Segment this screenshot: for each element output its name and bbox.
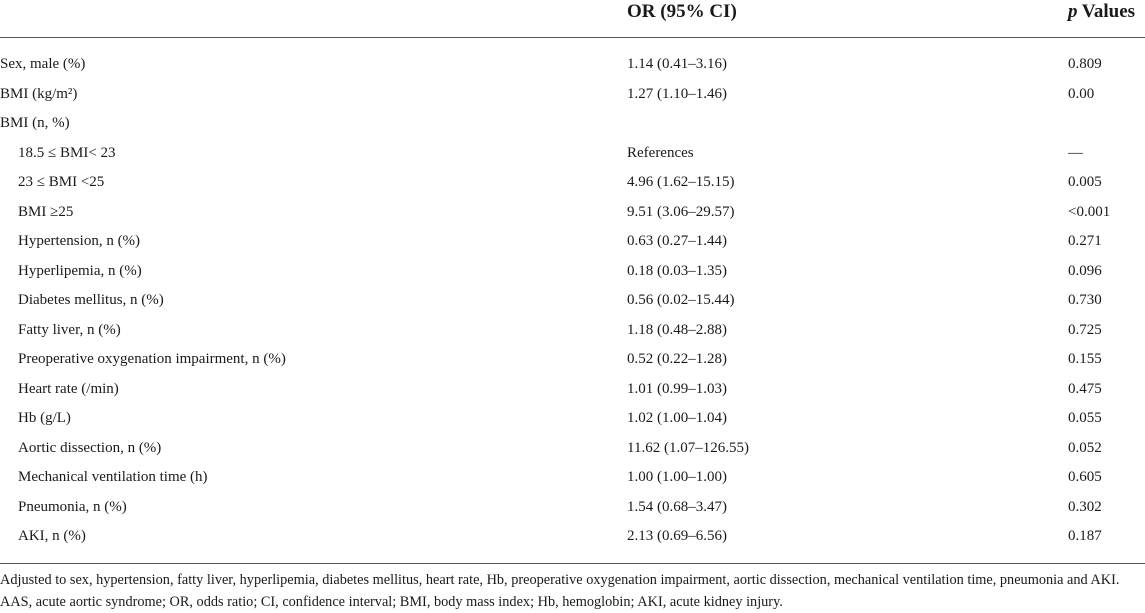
table-row (0, 320, 1145, 349)
table-row (0, 408, 1145, 437)
table-row (0, 467, 1145, 496)
row-or-ci: 2.13 (0.69–6.56) (627, 528, 727, 544)
table-row (0, 349, 1145, 378)
row-or-ci: 0.52 (0.22–1.28) (627, 351, 727, 367)
row-or-ci: 11.62 (1.07–126.55) (627, 439, 749, 456)
bottom-rule (0, 563, 1145, 564)
row-label: BMI ≥25 (18, 203, 74, 220)
row-or-ci: 0.18 (0.03–1.35) (627, 262, 727, 279)
row-label: Pneumonia, n (%) (18, 498, 127, 515)
header-p-values (1068, 0, 1135, 24)
row-label: AKI, n (%) (18, 528, 86, 544)
row-label: Hb (g/L) (18, 410, 71, 426)
row-p-value: 0.096 (1068, 262, 1102, 279)
row-or-ci: 1.14 (0.41–3.16) (627, 56, 727, 72)
row-p-value: 0.475 (1068, 380, 1102, 397)
row-label: BMI (kg/m²) (0, 85, 78, 102)
row-or-ci: 4.96 (1.62–15.15) (627, 174, 735, 190)
table-row (0, 231, 1145, 260)
table-row (0, 261, 1145, 290)
row-p-value: — (1068, 144, 1083, 161)
row-label: Aortic dissection, n (%) (18, 439, 162, 456)
row-p-value: 0.730 (1068, 292, 1102, 308)
header-rule (0, 37, 1145, 38)
row-p-value: 0.302 (1068, 498, 1102, 515)
row-label: 18.5 ≤ BMI< 23 (18, 144, 116, 161)
row-label: 23 ≤ BMI <25 (18, 174, 105, 190)
table-footnote: Adjusted to sex, hypertension, fatty liver, hyperlipemia, diabetes mellitus, heart rate, Hb, preoperative oxygenation impairment, aortic dissection, mechanical ventilation time, pneumonia and AKI. AAS, acute aortic syndrome; OR, odds ratio; CI, confidence interval; BMI, body mass index; Hb, hemoglobin; AKI, acute kidney injury. (0, 572, 1120, 610)
row-or-ci: 1.00 (1.00–1.00) (627, 469, 727, 485)
row-or-ci: 1.54 (0.68–3.47) (627, 498, 727, 515)
table-row (0, 202, 1145, 231)
row-p-value: 0.005 (1068, 174, 1102, 190)
header-values-text: Values (1077, 1, 1136, 22)
header-or-ci: OR (95% CI) (627, 1, 737, 22)
row-label: Sex, male (%) (0, 56, 86, 72)
row-p-value: 0.00 (1068, 85, 1095, 102)
row-or-ci: References (627, 144, 694, 161)
row-p-value: 0.055 (1068, 410, 1102, 426)
row-label: Mechanical ventilation time (h) (18, 469, 208, 485)
table-row (0, 497, 1145, 526)
row-or-ci: 1.01 (0.99–1.03) (627, 380, 727, 397)
row-p-value: 0.271 (1068, 233, 1102, 249)
row-or-ci: 1.18 (0.48–2.88) (627, 321, 727, 338)
row-or-ci: 9.51 (3.06–29.57) (627, 203, 735, 220)
row-label: Diabetes mellitus, n (%) (18, 292, 164, 308)
row-label: Preoperative oxygenation impairment, n (%) (18, 351, 286, 367)
table-header (0, 0, 1145, 36)
row-or-ci: 0.63 (0.27–1.44) (627, 233, 727, 249)
row-p-value: 0.605 (1068, 469, 1102, 485)
row-or-ci: 0.56 (0.02–15.44) (627, 292, 735, 308)
row-label: Hypertension, n (%) (18, 233, 141, 249)
row-p-value: 0.155 (1068, 351, 1102, 367)
row-label: Fatty liver, n (%) (18, 321, 121, 338)
row-p-value: <0.001 (1068, 203, 1111, 220)
table-row (0, 84, 1145, 113)
row-p-value: 0.725 (1068, 321, 1102, 338)
row-or-ci: 1.02 (1.00–1.04) (627, 410, 727, 426)
table-row (0, 290, 1145, 319)
row-p-value: 0.052 (1068, 439, 1102, 456)
table-row (0, 54, 1145, 83)
table-row (0, 113, 1145, 142)
row-label: BMI (n, %) (0, 115, 70, 131)
row-p-value: 0.809 (1068, 56, 1102, 72)
row-label: Heart rate (/min) (18, 380, 119, 397)
row-or-ci: 1.27 (1.10–1.46) (627, 85, 727, 102)
row-p-value: 0.187 (1068, 528, 1102, 544)
table-row (0, 172, 1145, 201)
table-row (0, 379, 1145, 408)
table-row (0, 438, 1145, 467)
header-p-italic: p (1068, 1, 1078, 22)
row-label: Hyperlipemia, n (%) (18, 262, 142, 279)
table-row (0, 143, 1145, 172)
table-row (0, 526, 1145, 555)
